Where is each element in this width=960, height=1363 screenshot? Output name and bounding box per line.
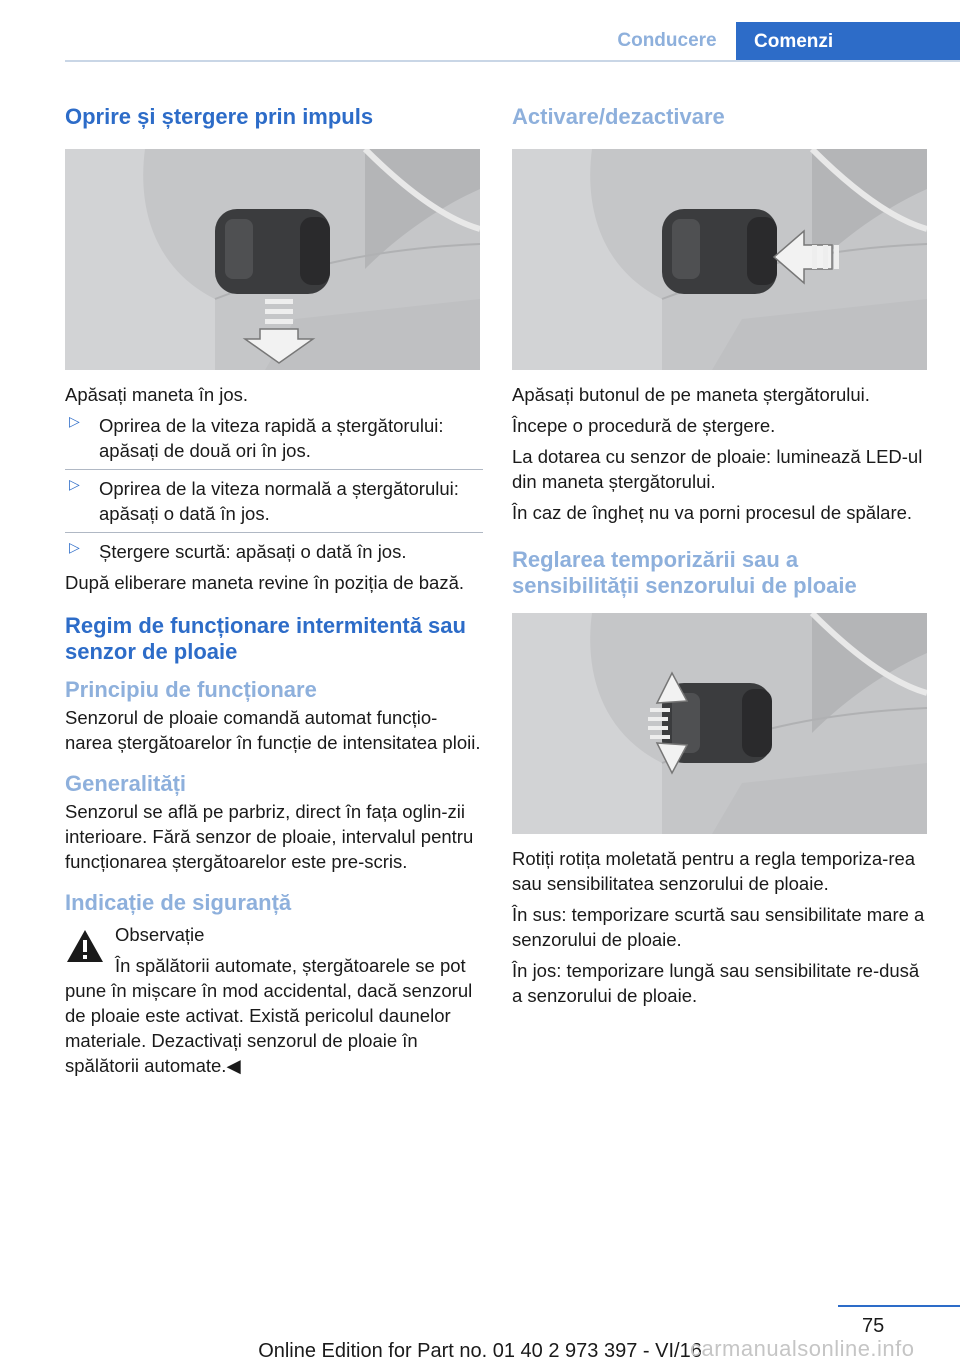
edition-text: Online Edition for Part no. 01 40 2 973 397 - VI/16 [258,1340,702,1362]
wiper-button-press-figure [512,149,927,370]
wiper-lever-press-down-figure [65,149,480,370]
bullet-item [65,539,483,564]
section-title-intermittent: Regim de funcționare intermitentă sau senzor de ploaie [65,613,466,664]
subtitle-principle: Principiu de funcționare [65,677,317,702]
section-title-stop-wipe: Oprire și ștergere prin impuls [65,104,374,129]
left-column [65,100,483,1078]
bullet-item [65,413,483,463]
watermark-text: carmanualsonline.info [690,1336,915,1361]
bullet-text: Ștergere scurtă: apăsați o dată în jos. [99,541,407,562]
section-title-activation: Activare/dezactivare [512,104,725,129]
bullet-item [65,476,483,526]
header-rule [65,60,960,62]
principle-text: Senzorul de ploaie comandă automat funcțio-narea ștergătoarelor în funcție de intensitatea ploii. [65,707,481,753]
bullet-divider [65,532,483,533]
bullet-triangle-icon: ▷ [69,539,80,555]
warning-triangle-icon [65,928,105,964]
bullet-divider [65,469,483,470]
adjust-text-2: În sus: temporizare scurtă sau sensibilitate mare a senzorului de ploaie. [512,904,925,950]
bullet-triangle-icon: ▷ [69,476,80,492]
activation-text-3: La dotarea cu senzor de ploaie: luminează LED-ul din maneta ștergătorului. [512,446,923,492]
warning-text: În spălătorii automate, ștergătoarele se pot pune în mișcare în mod accidental, dacă senzorul de ploaie este activat. Există pericolul daunelor materiale. Dezactivați senzorul de ploaie în spălătorii automate.◀ [65,955,473,1076]
section-title-adjust: Reglarea temporizării sau a sensibilității senzorului de ploaie [512,547,857,598]
activation-text-4: În caz de îngheț nu va porni procesul de spălare. [512,502,913,523]
wiper-knurled-wheel-figure [512,613,927,834]
subtitle-safety: Indicație de siguranță [65,890,292,915]
bullet-text: Oprirea de la viteza normală a ștergătorului: apăsați o dată în jos. [99,478,459,524]
right-column [512,100,930,1008]
warning-label: Observație [115,924,205,945]
press-down-text: Apăsați maneta în jos. [65,384,249,405]
header-chapter-tab: Comenzi [736,22,960,62]
footer-rule [838,1305,960,1307]
warning-block [65,922,483,947]
activation-text-1: Apăsați butonul de pe maneta ștergătorului. [512,384,870,405]
after-release-text: După eliberare maneta revine în poziția de bază. [65,572,465,593]
activation-text-2: Începe o procedură de ștergere. [512,415,776,436]
general-text: Senzorul se află pe parbriz, direct în fața oglin-zii interioare. Fără senzor de ploaie, intervalul pentru funcționarea ștergătoarelor este pre-scris. [65,801,474,872]
bullet-triangle-icon: ▷ [69,413,80,429]
header-section-tab: Conducere [617,30,717,51]
adjust-text-3: În jos: temporizare lungă sau sensibilitate re-dusă a senzorului de ploaie. [512,960,920,1006]
bullet-text: Oprirea de la viteza rapidă a ștergătorului: apăsați de două ori în jos. [99,415,444,461]
subtitle-general: Generalități [65,771,187,796]
page-number: 75 [862,1315,885,1337]
adjust-text-1: Rotiți rotița moletată pentru a regla temporiza-rea sau sensibilitatea senzorului de ploaie. [512,848,916,894]
